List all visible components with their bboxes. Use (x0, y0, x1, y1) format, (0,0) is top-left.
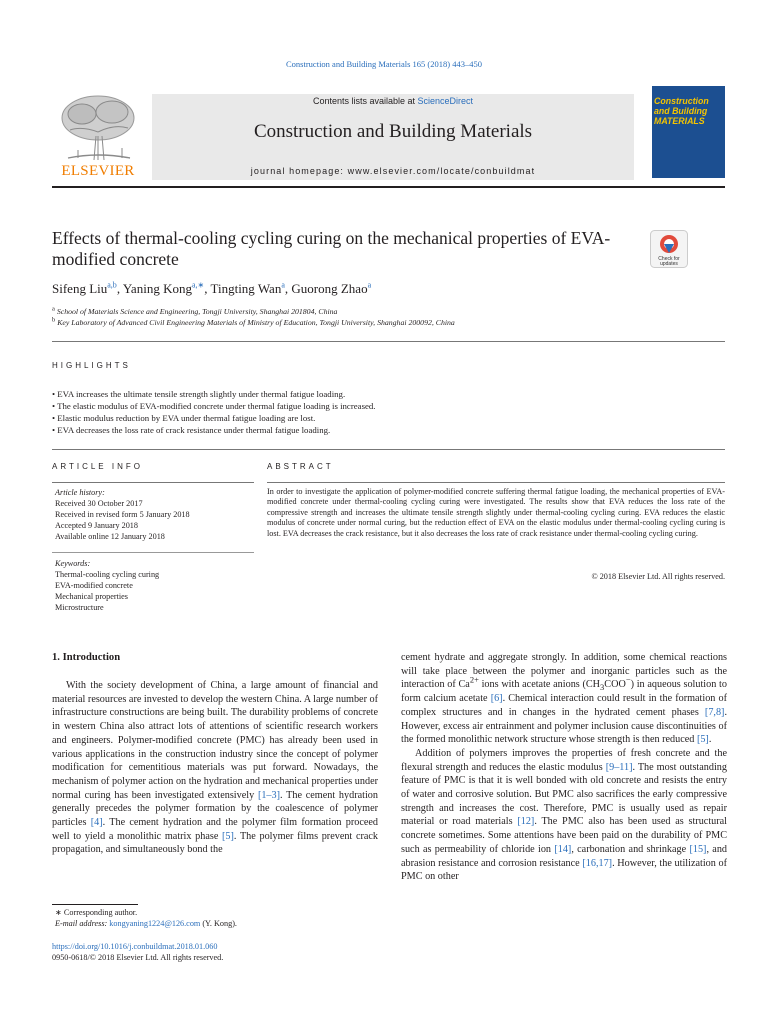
history-revised: Received in revised form 5 January 2018 (55, 510, 190, 519)
keyword-item: Microstructure (55, 603, 104, 612)
affiliation-b (52, 318, 455, 327)
author-affiliation-mark[interactable]: a,b (107, 280, 117, 290)
author-name[interactable]: Sifeng Liu (52, 281, 108, 296)
elsevier-wordmark[interactable]: ELSEVIER (61, 163, 135, 179)
abstract-heading: ABSTRACT (267, 462, 334, 471)
citation-link[interactable]: [7,8] (704, 706, 725, 718)
body-text: . The cement hydration and the polymer film formation proceed well to yield a monolithic matrix phase (52, 817, 379, 842)
doi-link[interactable]: https://doi.org/10.1016/j.conbuildmat.2018.01.060 (52, 942, 218, 951)
body-text: , carbonation and shrinkage (571, 843, 690, 855)
abstract-divider (267, 482, 725, 483)
history-label: Article history: (55, 488, 105, 497)
citation-link[interactable]: [5] (222, 830, 234, 842)
affiliation-a (52, 307, 337, 316)
body-text: With the society development of China, a large amount of financial and material resources are invested to develop the western China. A large number of infrastructure constructions are being built. The durability problems of concrete in western China also attract lots of attentions of scientific research workers and engineers. Polymer-modified concrete (PMC) has already been used in various applications in the construction industry since the concept of polymer modification for cementitious materials was put forward. Nowadays, the mechanism of polymer action on the hydration and mechanical properties under normal curing has been investigated extensively (52, 680, 378, 801)
author-name[interactable]: Yaning Kong (122, 281, 192, 296)
citation-link[interactable]: [1–3] (257, 789, 281, 801)
body-text: . The PMC also has been used as structural concrete sometimes. Some attentions have been paid on the durability of PMC such as permeability of chloride ion (401, 816, 727, 855)
article-title: Effects of thermal-cooling cycling curing on the mechanical properties of EVA-modified concrete (52, 228, 611, 269)
contents-prefix: Contents lists available at (312, 96, 418, 106)
cover-title-line-1: Construction (654, 96, 709, 106)
affiliation-mark: a (52, 305, 55, 313)
intro-paragraph (401, 747, 727, 884)
section-divider (52, 449, 725, 450)
keywords-label: Keywords: (55, 559, 91, 568)
citation-link[interactable]: [5] (696, 734, 709, 746)
citation-link[interactable]: [16,17] (582, 857, 613, 869)
body-text: ions with acetate anions (CH (478, 679, 601, 691)
highlight-item: • The elastic modulus of EVA-modified concrete under thermal fatigue loading is increased. (52, 401, 376, 411)
journal-reference-link[interactable]: Construction and Building Materials 165 (2018) 443–450 (286, 59, 482, 69)
intro-paragraph (401, 651, 727, 747)
highlight-text: EVA increases the ultimate tensile strength slightly under thermal fatigue loading. (57, 389, 346, 399)
body-text: ) in aqueous solution to form calcium acetate (401, 679, 727, 705)
affiliation-text: Key Laboratory of Advanced Civil Engineering Materials of Ministry of Education, Tongji University, Shanghai 200092, China (57, 318, 455, 327)
article-info-divider (52, 482, 254, 483)
keyword-item: Mechanical properties (55, 592, 128, 601)
contents-line (152, 96, 634, 106)
citation-link[interactable]: [12] (517, 816, 535, 828)
author-affiliation-mark[interactable]: a (281, 280, 285, 290)
body-text: cement hydrate and aggregate strongly. In addition, some chemical reactions will take place between the polymer and inorganic particles such as the interaction of Ca (401, 652, 727, 691)
body-column-right (401, 651, 727, 884)
issn-copyright: 0950-0618/© 2018 Elsevier Ltd. All rights reserved. (52, 953, 224, 962)
highlight-text: The elastic modulus of EVA-modified concrete under thermal fatigue loading is increased. (57, 401, 376, 411)
body-text: . However, excess air entrainment and polymer inclusion cause discontinuities of the formed monolithic network structure whose strength is then reduced (401, 706, 727, 746)
body-text: . However, the utilization of PMC on other (401, 857, 728, 883)
author-affiliation-mark[interactable]: a,∗ (191, 280, 205, 290)
keywords-divider (52, 552, 254, 553)
cover-title-line-2: and Building (654, 106, 708, 116)
affiliation-mark: b (52, 316, 56, 324)
footnotes (55, 907, 237, 929)
highlight-text: Elastic modulus reduction by EVA under thermal fatigue loading are lost. (57, 413, 316, 423)
body-text: , and abrasion resistance and corrosion resistance (401, 843, 728, 869)
section-divider (52, 341, 725, 342)
journal-title[interactable]: Construction and Building Materials (253, 121, 533, 142)
highlights-heading: HIGHLIGHTS (52, 361, 131, 370)
history-received: Received 30 October 2017 (55, 499, 143, 508)
superscript: − (625, 675, 631, 686)
superscript: 2+ (469, 675, 479, 686)
highlight-text: EVA decreases the loss rate of crack resistance under thermal fatigue loading. (57, 425, 331, 435)
journal-homepage[interactable]: journal homepage: www.elsevier.com/locate/conbuildmat (250, 166, 536, 176)
email-line (55, 918, 237, 929)
crossmark-label-1: Check for (658, 256, 680, 262)
article-history (55, 487, 255, 542)
cover-title-line-3: MATERIALS (654, 116, 705, 126)
citation-link[interactable]: [15] (689, 843, 707, 855)
introduction-heading: 1. Introduction (52, 652, 121, 663)
history-online: Available online 12 January 2018 (55, 532, 165, 541)
email-link[interactable]: kongyaning1224@126.com (109, 919, 201, 928)
email-suffix: (Y. Kong). (200, 919, 237, 928)
body-text: . The most outstanding feature of PMC is that it is well bonded with old concrete and resists the entry of water and corrosive solution. But PMC also sacrifices the early compressive strength and increases the cost. Therefore, PMC is usually used as repair material or road materials (401, 761, 727, 828)
body-text: . The polymer films prevent crack propagation, and simultaneously bond the (52, 830, 378, 856)
keyword-item: Thermal-cooling cycling curing (55, 570, 160, 579)
citation-link[interactable]: [6] (490, 693, 503, 705)
keywords (55, 558, 255, 613)
body-text: Addition of polymers improves the properties of fresh concrete and the flexural strength and reduces the elastic modulus (401, 747, 727, 773)
author-affiliation-mark[interactable]: a (367, 280, 372, 290)
journal-cover-title (654, 96, 724, 126)
intro-paragraph (52, 679, 378, 857)
keyword-item: EVA-modified concrete (55, 581, 133, 590)
citation-link[interactable]: [4] (90, 817, 103, 829)
author-list: Sifeng Liu$^{a,b}$, Yaning Kong$^{a,∗}$, Tingting Wan$^a$, Guorong Zhao$^a$ (52, 280, 372, 296)
email-label: E-mail address: (55, 919, 110, 928)
sciencedirect-link[interactable]: ScienceDirect (417, 96, 474, 106)
body-text: . The cement hydration generally precedes the polymer formation by the coalescence of polymer particles (52, 789, 378, 829)
body-text: COO (604, 679, 626, 691)
header-divider (52, 186, 725, 188)
abstract-text: In order to investigate the application of polymer-modified concrete suffering thermal fatigue loading, the mechanical properties of EVA-modified concrete under thermal-cooling cycling curing were investigated. The results show that EVA reduces the loss rate of the compressive strength and increases the ultimate tensile strength slightly under thermal-cooling cycling curing. EVA reduces the elastic modulus of concrete under normal curing, but the reduction effect of EVA on the elastic modulus under thermal-cooling cycling curing is lost. EVA decreases the crack resistance, but it also decreases the loss rate of crack resistance under thermal-cooling cycling curing. (267, 487, 725, 538)
article-info-heading: ARTICLE INFO (52, 462, 143, 471)
body-column-left (52, 679, 378, 857)
highlights-list (52, 388, 725, 436)
abstract-copyright: © 2018 Elsevier Ltd. All rights reserved. (591, 572, 725, 581)
corresponding-author-note: ∗ Corresponding author. (55, 908, 138, 917)
highlight-item: • EVA increases the ultimate tensile strength slightly under thermal fatigue loading. (52, 389, 346, 399)
citation-link[interactable]: [14] (554, 843, 572, 855)
author-name[interactable]: Tingting Wan (210, 281, 282, 296)
history-accepted: Accepted 9 January 2018 (55, 521, 138, 530)
doi-block (52, 941, 223, 963)
affiliation-text: School of Materials Science and Engineering, Tongji University, Shanghai 201804, China (56, 307, 338, 316)
highlight-item: • Elastic modulus reduction by EVA under thermal fatigue loading are lost. (52, 413, 316, 423)
check-for-updates-icon[interactable] (650, 230, 688, 268)
author-name[interactable]: Guorong Zhao (291, 281, 368, 296)
highlight-item: • EVA decreases the loss rate of crack resistance under thermal fatigue loading. (52, 425, 331, 435)
footnote-divider (52, 904, 138, 905)
body-text: . Chemical interaction could result in the formation of complex structures and in changes in the hydrated cement phases (401, 693, 727, 718)
subscript: 3 (600, 682, 605, 693)
crossmark-label-2: updates (660, 261, 678, 267)
body-text: . (708, 734, 712, 746)
citation-link[interactable]: [9–11] (605, 761, 633, 773)
